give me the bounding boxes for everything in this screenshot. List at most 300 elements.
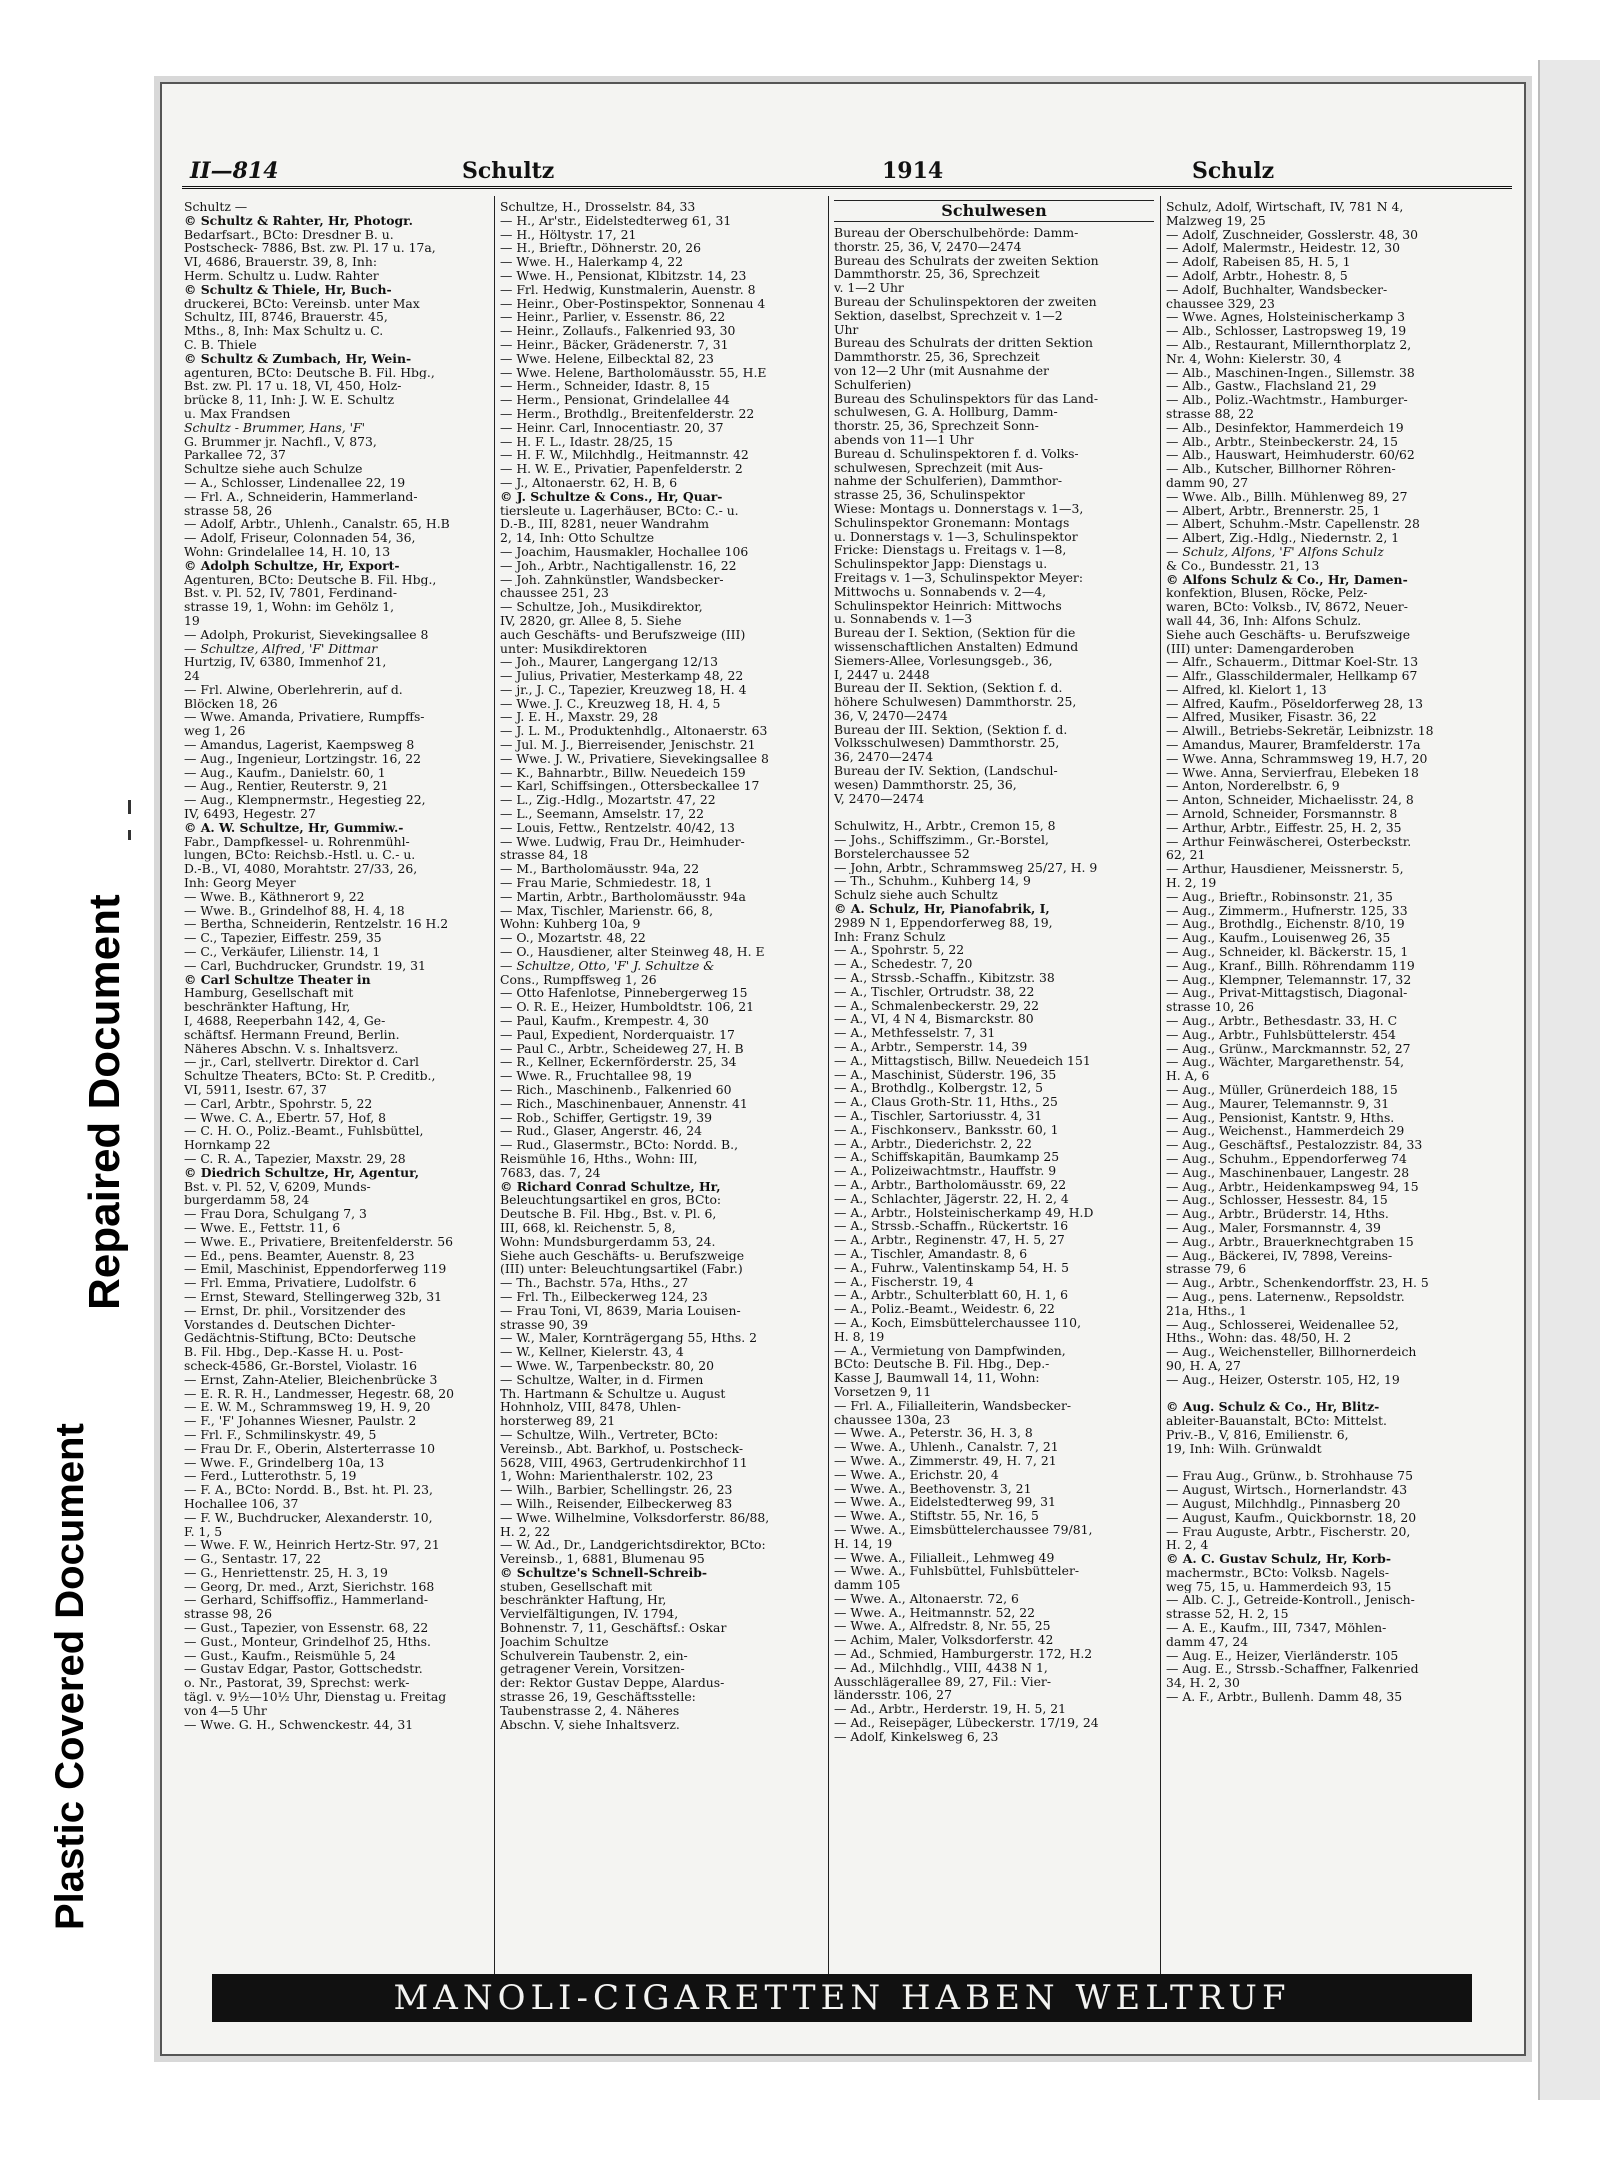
directory-entry-line: — Wwe. C. A., Ebertr. 57, Hof, 8: [184, 1110, 387, 1125]
directory-entry-line: Postscheck- 7886, Bst. zw. Pl. 17 u. 17a,: [184, 241, 436, 256]
directory-entry-line: konfektion, Blusen, Röcke, Pelz-: [1166, 586, 1368, 601]
directory-entry-line: schäftsf. Hermann Freund, Berlin.: [184, 1027, 400, 1042]
directory-entry-line: — Carl, Arbtr., Spohrstr. 5, 22: [184, 1096, 373, 1111]
directory-entry-line: — Julius, Privatier, Mesterkamp 48, 22: [500, 669, 744, 683]
directory-entry-line: Parkallee 72, 37: [184, 448, 286, 463]
directory-entry-line: — Wwe. Agnes, Holsteinischerkamp 3: [1166, 310, 1406, 325]
directory-entry-line: Schultz —: [184, 200, 248, 214]
directory-entry-line: — A., Poliz.-Beamt., Weidestr. 6, 22: [834, 1302, 1055, 1316]
directory-entry-line: — Wwe. A., Eidelstedterweg 99, 31: [834, 1495, 1056, 1510]
directory-entry-line: — A., Strssb.-Schaffn., Rückertstr. 16: [834, 1219, 1069, 1234]
directory-entry-line: Vorsetzen 9, 11: [834, 1384, 932, 1399]
directory-entry-line: — A., VI, 4 N 4, Bismarckstr. 80: [834, 1012, 1034, 1027]
directory-entry-line: — Aug., Zimmerm., Hufnerstr. 125, 33: [1166, 903, 1408, 918]
directory-entry-line: Herm. Schultz u. Ludw. Rahter: [184, 268, 379, 283]
directory-entry-line: unter: Musikdirektoren: [500, 641, 648, 656]
directory-entry-line: — Frau Dora, Schulgang 7, 3: [184, 1207, 367, 1221]
directory-entry-line: — Wwe. F. W., Heinrich Hertz-Str. 97, 21: [184, 1538, 440, 1553]
directory-entry-line: der: Rektor Gustav Deppe, Alardus-: [500, 1676, 725, 1691]
directory-entry-line: — Ernst, Zahn-Atelier, Bleichenbrücke 3: [184, 1372, 438, 1387]
directory-entry-line: — W., Kellner, Kielerstr. 43, 4: [500, 1345, 684, 1359]
directory-entry-line: — A. E., Kaufm., III, 7347, Möhlen-: [1166, 1621, 1387, 1635]
directory-entry-line: wall 44, 36, Inh: Alfons Schulz.: [1166, 613, 1362, 628]
directory-entry-line: — Aug., Arbtr., Brüderstr. 14, Hths.: [1166, 1207, 1389, 1221]
directory-entry-line: — Aug., Kaufm., Danielstr. 60, 1: [184, 765, 386, 780]
directory-entry-line: F. 1, 5: [184, 1524, 223, 1539]
directory-entry-line: — Aug., Schlosserei, Weidenallee 52,: [1166, 1317, 1399, 1332]
directory-entry-line: — Wwe. A., Altonaerstr. 72, 6: [834, 1591, 1019, 1606]
binding-edge: [1538, 60, 1600, 2100]
directory-entry-line: — A., Polizeiwachtmstr., Hauffstr. 9: [834, 1164, 1057, 1178]
directory-entry-line: © Alfons Schulz & Co., Hr, Damen-: [1166, 572, 1408, 587]
directory-entry-line: — A., Arbtr., Holsteinischerkamp 49, H.D: [834, 1205, 1094, 1220]
directory-entry-line: 2, 14, Inh: Otto Schultze: [500, 531, 655, 545]
directory-entry-line: — Th., Schuhm., Kuhberg 14, 9: [834, 874, 1031, 889]
directory-entry-line: — Frau Marie, Schmiedestr. 18, 1: [500, 876, 713, 890]
directory-entry-line: Schulferien): [834, 377, 912, 392]
directory-entry-line: — Frau Dr. F., Oberin, Alsterterrasse 10: [184, 1441, 435, 1456]
directory-entry-line: — Rob., Schiffer, Gertigstr. 19, 39: [500, 1110, 713, 1125]
directory-entry-line: — Aug., Arbtr., Bethesdastr. 33, H. C: [1166, 1014, 1398, 1028]
directory-entry-line: Hohnholz, VIII, 8478, Uhlen-: [500, 1400, 681, 1415]
directory-entry-line: — Aug., Schlosser, Hessestr. 84, 15: [1166, 1193, 1388, 1208]
directory-entry-line: — Aug., Maurer, Telemannstr. 9, 31: [1166, 1096, 1390, 1111]
directory-entry-line: — jr., J. C., Tapezier, Kreuzweg 18, H. 4: [500, 682, 747, 697]
directory-entry-line: — A., Arbtr., Reginenstr. 47, H. 5, 27: [834, 1233, 1065, 1247]
column-4: [1166, 200, 1511, 1970]
directory-entry-line: — Frau Aug., Grünw., b. Strohhause 75: [1166, 1469, 1413, 1484]
directory-entry-line: — L., Seemann, Amselstr. 17, 22: [500, 807, 705, 821]
directory-entry-line: thorstr. 25, 36, V, 2470—2474: [834, 239, 1022, 254]
directory-entry-line: — A., Schiffskapitän, Baumkamp 25: [834, 1150, 1060, 1165]
directory-entry-line: — Schultze, Alfred, 'F' Dittmar: [184, 641, 378, 656]
directory-entry-line: Siemers-Allee, Vorlesungsgeb., 36,: [834, 653, 1053, 668]
directory-entry-line: — Aug., Brothdlg., Eichenstr. 8/10, 19: [1166, 917, 1405, 932]
directory-entry-line: [1166, 1456, 1511, 1470]
directory-entry-line: — A., Schlosser, Lindenallee 22, 19: [184, 475, 406, 490]
directory-entry-line: D.-B., III, 8281, neuer Wandrahm: [500, 517, 709, 532]
directory-entry-line: — Frau Toni, VI, 8639, Maria Louisen-: [500, 1303, 741, 1318]
directory-entry-line: Bst. v. Pl. 52, V, 6209, Munds-: [184, 1179, 371, 1194]
directory-entry-line: — Wwe. J. W., Privatiere, Sievekingsallee 8: [500, 751, 769, 766]
directory-entry-line: — Alb., Gastw., Flachsland 21, 29: [1166, 379, 1377, 394]
directory-entry-line: — Aug., Kaufm., Louisenweg 26, 35: [1166, 931, 1391, 946]
directory-entry-line: auch Geschäfts- und Berufszweige (III): [500, 627, 746, 642]
page-number: II—814: [190, 158, 279, 184]
directory-entry-line: — Arthur, Hausdiener, Meissnerstr. 5,: [1166, 862, 1404, 877]
directory-entry-line: — Aug., Schneider, kl. Bäckerstr. 15, 1: [1166, 945, 1409, 959]
column-divider: [494, 196, 495, 1976]
directory-entry-line: — Heinr., Bäcker, Grädenerstr. 7, 31: [500, 337, 729, 352]
directory-entry-line: Schulinspektor Gronemann: Montags: [834, 515, 1070, 530]
directory-entry-line: nahme der Schulferien), Dammthor-: [834, 474, 1063, 489]
directory-entry-line: 36, V, 2470—2474: [834, 708, 948, 723]
advertisement-banner: MANOLI-CIGARETTEN HABEN WELTRUF: [212, 1974, 1472, 2022]
directory-entry-line: H. 2, 19: [1166, 876, 1217, 890]
directory-entry-line: — A., Arbtr., Bartholomäusstr. 69, 22: [834, 1177, 1067, 1192]
directory-entry-line: — Herm., Schneider, Idastr. 8, 15: [500, 379, 710, 394]
directory-entry-line: höhere Schulwesen) Dammthorstr. 25,: [834, 695, 1077, 709]
column-divider: [1160, 196, 1161, 1976]
column-3: [834, 200, 1154, 1970]
directory-entry-line: — jr., Carl, stellvertr. Direktor d. Carl: [184, 1055, 419, 1070]
directory-entry-line: v. 1—2 Uhr: [834, 281, 904, 295]
directory-entry-line: — H. F. L., Idastr. 28/25, 15: [500, 434, 673, 449]
column-1: [184, 200, 489, 1970]
directory-entry-line: — A., Brothdlg., Kolbergstr. 12, 5: [834, 1081, 1043, 1096]
directory-entry-line: — Aug., Klempnermstr., Hegestieg 22,: [184, 793, 426, 808]
directory-entry-line: Beleuchtungsartikel en gros, BCto:: [500, 1193, 722, 1208]
directory-entry-line: — F. A., BCto: Nordd. B., Bst. ht. Pl. 23,: [184, 1483, 433, 1497]
directory-entry-line: — Aug., Pensionist, Kantstr. 9, Hths.: [1166, 1110, 1395, 1125]
directory-entry-line: — Frl. A., Schneiderin, Hammerland-: [184, 489, 418, 504]
directory-entry-line: — Wwe. A., Erichstr. 20, 4: [834, 1467, 999, 1482]
directory-entry-line: Bureau der IV. Sektion, (Landschul-: [834, 764, 1058, 778]
directory-entry-line: — Bertha, Schneiderin, Rentzelstr. 16 H.2: [184, 917, 449, 932]
directory-entry-line: — Achim, Maler, Volksdorferstr. 42: [834, 1633, 1054, 1648]
directory-entry-line: machermstr., BCto: Volksb. Nagels-: [1166, 1565, 1390, 1580]
directory-entry-line: — W., Maler, Kornträgergang 55, Hths. 2: [500, 1331, 757, 1346]
directory-entry-line: — Jul. M. J., Bierreisender, Jenischstr. 21: [500, 738, 756, 752]
directory-entry-line: — Aug., Bäckerei, IV, 7898, Vereins-: [1166, 1248, 1393, 1263]
directory-entry-line: © Aug. Schulz & Co., Hr, Blitz-: [1166, 1400, 1380, 1415]
header-right-name: Schulz: [1192, 158, 1275, 184]
directory-entry-line: — Wwe. A., Eimsbüttelerchaussee 79/81,: [834, 1522, 1093, 1537]
directory-entry-line: — Aug., pens. Laternenw., Repsoldstr.: [1166, 1289, 1405, 1304]
directory-entry-line: Schulinspektor Japp: Dienstags u.: [834, 557, 1048, 571]
directory-entry-line: — Louis, Fettw., Rentzelstr. 40/42, 13: [500, 820, 735, 835]
directory-entry-line: C. B. Thiele: [184, 337, 257, 352]
directory-entry-line: — Alb. C. J., Getreide-Kontroll., Jenisch-: [1166, 1593, 1415, 1608]
directory-entry-line: Kasse J, Baumwall 14, 11, Wohn:: [834, 1371, 1040, 1385]
directory-entry-line: — A., Schlachter, Jägerstr. 22, H. 2, 4: [834, 1191, 1069, 1206]
directory-entry-line: IV, 2820, gr. Allee 8, 5. Siehe: [500, 613, 682, 628]
directory-entry-line: beschränkter Haftung, Hr,: [184, 1000, 351, 1015]
directory-entry-line: © Carl Schultze Theater in: [184, 972, 371, 987]
directory-entry-line: — Rud., Glasermstr., BCto: Nordd. B.,: [500, 1138, 739, 1152]
directory-entry-line: (III) unter: Beleuchtungsartikel (Fabr.): [500, 1262, 743, 1277]
directory-entry-line: H. A, 6: [1166, 1069, 1210, 1083]
directory-entry-line: 2989 N 1, Eppendorferweg 88, 19,: [834, 915, 1053, 930]
directory-entry-line: — Gustav Edgar, Pastor, Gottschedstr.: [184, 1662, 423, 1677]
directory-page: [160, 82, 1526, 2056]
directory-entry-line: — Joh., Maurer, Langergang 12/13: [500, 655, 718, 670]
directory-entry-line: VI, 4686, Brauerstr. 39, 8, Inh:: [184, 255, 377, 269]
directory-entry-line: — Adolf, Arbtr., Hohestr. 8, 5: [1166, 268, 1348, 283]
directory-entry-line: — Max, Tischler, Marienstr. 66, 8,: [500, 903, 714, 918]
directory-entry-line: — Frl. Th., Eilbeckerweg 124, 23: [500, 1289, 708, 1304]
directory-entry-line: — Wwe. B., Käthnerort 9, 22: [184, 889, 365, 904]
directory-entry-line: — Paul, Kaufm., Krempestr. 4, 30: [500, 1014, 709, 1028]
margin-mark: [128, 830, 131, 840]
directory-entry-line: Fricke: Dienstags u. Freitags v. 1—8,: [834, 543, 1067, 558]
directory-entry-line: — Albert, Arbtr., Brennerstr. 25, 1: [1166, 503, 1381, 518]
directory-entry-line: o. Nr., Pastorat, 39, Sprechst: werk-: [184, 1676, 410, 1691]
directory-entry-line: — Wwe. Wilhelmine, Volksdorferstr. 86/88,: [500, 1510, 770, 1525]
directory-entry-line: Bohnenstr. 7, 11, Geschäftsf.: Oskar: [500, 1621, 727, 1635]
directory-entry-line: — Wwe. H., Halerkamp 4, 22: [500, 255, 683, 269]
directory-entry-line: — A., Mittagstisch, Billw. Neuedeich 151: [834, 1053, 1091, 1068]
directory-entry-line: Wohn: Mundsburgerdamm 53, 24.: [500, 1234, 716, 1249]
directory-entry-line: — Aug. E., Heizer, Vierländerstr. 105: [1166, 1648, 1399, 1663]
directory-entry-line: © Schultz & Thiele, Hr, Buch-: [184, 282, 392, 297]
directory-entry-line: — Herm., Pensionat, Grindelallee 44: [500, 393, 730, 407]
directory-entry-line: — A., Strssb.-Schaffn., Kibitzstr. 38: [834, 971, 1055, 985]
directory-entry-line: Hths., Wohn: das. 48/50, H. 2: [1166, 1331, 1352, 1346]
directory-entry-line: Bureau des Schulrats der zweiten Sektion: [834, 253, 1099, 268]
directory-entry-line: — Paul C., Arbtr., Scheideweg 27, H. B: [500, 1041, 744, 1056]
directory-entry-line: u. Donnerstags v. 1—3, Schulinspektor: [834, 529, 1078, 544]
directory-entry-line: — A., Tischler, Amandastr. 8, 6: [834, 1246, 1028, 1261]
directory-entry-line: — Amandus, Maurer, Bramfelderstr. 17a: [1166, 738, 1421, 752]
directory-entry-line: weg 1, 26: [184, 724, 246, 739]
directory-entry-line: — H., Ar'str., Eidelstedterweg 61, 31: [500, 213, 732, 228]
directory-entry-line: — Wwe. A., Alfredstr. 8, Nr. 55, 25: [834, 1619, 1051, 1634]
section-title: Schulwesen: [834, 200, 1154, 222]
directory-entry-line: Schulverein Taubenstr. 2, ein-: [500, 1648, 688, 1663]
directory-entry-line: — A., Tischler, Ortrudstr. 38, 22: [834, 984, 1035, 999]
directory-entry-line: — H. F. W., Milchhdlg., Heitmannstr. 42: [500, 448, 749, 463]
directory-entry-line: — Joh. Zahnkünstler, Wandsbecker-: [500, 572, 724, 587]
directory-entry-line: — Rich., Maschinenb., Falkenried 60: [500, 1083, 732, 1097]
directory-entry-line: — Alfr., Schauerm., Dittmar Koel-Str. 13: [1166, 655, 1419, 670]
directory-entry-line: — Rich., Maschinenbauer, Annenstr. 41: [500, 1096, 748, 1111]
directory-entry-line: Bst. v. Pl. 52, IV, 7801, Ferdinand-: [184, 586, 398, 601]
directory-entry-line: tägl. v. 9½—10½ Uhr, Dienstag u. Freitag: [184, 1690, 447, 1704]
directory-entry-line: © A. C. Gustav Schulz, Hr, Korb-: [1166, 1552, 1391, 1566]
directory-entry-line: Siehe auch Geschäfts- u. Berufszweige: [500, 1248, 745, 1263]
directory-entry-line: — F. W., Buchdrucker, Alexanderstr. 10,: [184, 1510, 433, 1525]
directory-entry-line: Hochallee 106, 37: [184, 1496, 299, 1511]
directory-entry-line: — Alb., Maschinen-Ingen., Sillemstr. 38: [1166, 365, 1415, 380]
directory-entry-line: — J., Altonaerstr. 62, H. B, 6: [500, 475, 678, 490]
directory-entry-line: Reismühle 16, Hths., Wohn: III,: [500, 1151, 698, 1166]
directory-entry-line: waren, BCto: Volksb., IV, 8672, Neuer-: [1166, 600, 1408, 614]
directory-entry-line: Wohn: Kuhberg 10a, 9: [500, 917, 641, 932]
directory-entry-line: — Heinr. Carl, Innocentiastr. 20, 37: [500, 420, 724, 435]
plastic-covered-label: Plastic Covered Document: [48, 1423, 92, 1930]
directory-entry-line: Schultz, III, 8746, Brauerstr. 45,: [184, 310, 388, 325]
directory-entry-line: — Wwe. R., Fruchtallee 98, 19: [500, 1069, 692, 1083]
directory-entry-line: strasse 88, 22: [1166, 406, 1255, 421]
directory-entry-line: — Karl, Schiffsingen., Ottersbeckallee 17: [500, 779, 760, 794]
directory-entry-line: — A., Fischerstr. 19, 4: [834, 1274, 974, 1289]
directory-entry-line: — Adolf, Buchhalter, Wandsbecker-: [1166, 282, 1388, 297]
directory-entry-line: — A., Spohrstr. 5, 22: [834, 943, 965, 958]
directory-entry-line: Priv.-B., V, 816, Emilienstr. 6,: [1166, 1427, 1349, 1442]
directory-entry-line: — Wilh., Barbier, Schellingstr. 26, 23: [500, 1483, 733, 1497]
directory-entry-line: Sektion, daselbst, Sprechzeit v. 1—2: [834, 308, 1063, 323]
directory-entry-line: — Aug., Kranf., Billh. Röhrendamm 119: [1166, 958, 1415, 973]
directory-entry-line: — A., Schedestr. 7, 20: [834, 957, 973, 972]
directory-entry-line: — Aug., Privat-Mittagstisch, Diagonal-: [1166, 986, 1408, 1001]
directory-entry-line: 90, H. A, 27: [1166, 1358, 1241, 1373]
directory-entry-line: horsterweg 89, 21: [500, 1414, 616, 1428]
page-header: [182, 156, 1512, 189]
directory-entry-line: Ausschlägerallee 89, 27, Fil.: Vier-: [834, 1674, 1052, 1689]
directory-entry-line: B. Fil. Hbg., Dep.-Kasse H. u. Post-: [184, 1345, 404, 1359]
directory-entry-line: — Alfred, Kaufm., Pöseldorferweg 28, 13: [1166, 696, 1423, 711]
margin-mark: [128, 800, 131, 814]
directory-entry-line: — O., Mozartstr. 48, 22: [500, 931, 646, 946]
directory-entry-line: abends von 11—1 Uhr: [834, 432, 974, 447]
directory-entry-line: — Gerhard, Schiffsoffiz., Hammerland-: [184, 1593, 429, 1608]
directory-entry-line: Dammthorstr. 25, 36, Sprechzeit: [834, 350, 1040, 364]
directory-entry-line: — L., Zig.-Hdlg., Mozartstr. 47, 22: [500, 793, 716, 808]
directory-entry-line: — Aug., Arbtr., Fuhlsbüttelerstr. 454: [1166, 1027, 1396, 1042]
directory-entry-line: V, 2470—2474: [834, 791, 925, 806]
directory-entry-line: — A., Claus Groth-Str. 11, Hths., 25: [834, 1095, 1058, 1109]
directory-entry-line: — A., Fuhrw., Valentinskamp 54, H. 5: [834, 1260, 1070, 1275]
directory-entry-line: — Wwe. H., Pensionat, Klbitzstr. 14, 23: [500, 268, 747, 283]
directory-entry-line: — Wwe. B., Grindelhof 88, H. 4, 18: [184, 903, 405, 918]
directory-entry-line: — E. R. R. H., Landmesser, Hegestr. 68, 20: [184, 1386, 454, 1401]
directory-entry-line: strasse 84, 18: [500, 848, 589, 863]
directory-entry-line: — Arthur, Arbtr., Eiffestr. 25, H. 2, 35: [1166, 820, 1402, 835]
directory-entry-line: 19: [184, 613, 200, 628]
directory-entry-line: — C. R. A., Tapezier, Maxstr. 29, 28: [184, 1151, 406, 1166]
directory-entry-line: strasse 79, 6: [1166, 1262, 1247, 1277]
directory-entry-line: Abschn. V, siehe Inhaltsverz.: [500, 1717, 680, 1732]
directory-entry-line: — Gust., Kaufm., Reismühle 5, 24: [184, 1648, 396, 1663]
directory-entry-line: — Adolph, Prokurist, Sievekingsallee 8: [184, 627, 429, 642]
directory-entry-line: & Co., Bundesstr. 21, 13: [1166, 558, 1320, 573]
directory-entry-line: Cons., Rumpffsweg 1, 26: [500, 972, 657, 987]
directory-entry-line: Siehe auch Geschäfts- u. Berufszweige: [1166, 627, 1411, 642]
directory-entry-line: — A., Arbtr., Semperstr. 14, 39: [834, 1040, 1028, 1054]
directory-entry-line: Deutsche B. Fil. Hbg., Bst. v. Pl. 6,: [500, 1207, 717, 1221]
directory-entry-line: chaussee 329, 23: [1166, 296, 1275, 311]
directory-entry-line: druckerei, BCto: Vereinsb. unter Max: [184, 296, 420, 311]
directory-entry-line: — J. E. H., Maxstr. 29, 28: [500, 710, 659, 725]
directory-entry-line: — Paul, Expedient, Norderquaistr. 17: [500, 1027, 735, 1042]
directory-entry-line: — Anton, Schneider, Michaelisstr. 24, 8: [1166, 793, 1414, 808]
directory-entry-line: © Richard Conrad Schultze, Hr,: [500, 1179, 721, 1194]
directory-entry-line: (III) unter: Damengarderoben: [1166, 641, 1355, 656]
directory-entry-line: 5628, VIII, 4963, Gertrudenkirchhof 11: [500, 1455, 748, 1470]
directory-entry-line: Blöcken 18, 26: [184, 696, 278, 711]
directory-entry-line: Schulz, Adolf, Wirtschaft, IV, 781 N 4,: [1166, 200, 1404, 214]
directory-entry-line: — E. W. M., Schrammsweg 19, H. 9, 20: [184, 1400, 431, 1415]
directory-entry-line: — O. R. E., Heizer, Humboldtstr. 106, 21: [500, 1000, 754, 1015]
directory-entry-line: — August, Milchhdlg., Pinnasberg 20: [1166, 1496, 1401, 1511]
directory-entry-line: — Wwe. W., Tarpenbeckstr. 80, 20: [500, 1358, 715, 1373]
directory-entry-line: — Aug., Heizer, Osterstr. 105, H2, 19: [1166, 1372, 1400, 1387]
directory-entry-line: — Johs., Schiffszimm., Gr.-Borstel,: [834, 833, 1049, 847]
directory-entry-line: — G., Sentastr. 17, 22: [184, 1552, 321, 1566]
directory-entry-line: agenturen, BCto: Deutsche B. Fil. Hbg.,: [184, 365, 435, 380]
directory-entry-line: — Aug., Schuhm., Eppendorferweg 74: [1166, 1151, 1407, 1166]
directory-entry-line: — August, Wirtsch., Hornerlandstr. 43: [1166, 1483, 1408, 1497]
directory-entry-line: H. 2, 22: [500, 1524, 551, 1539]
directory-entry-line: Bureau d. Schulinspektoren f. d. Volks-: [834, 446, 1079, 461]
directory-entry-line: — Amandus, Lagerist, Kaempsweg 8: [184, 738, 415, 752]
directory-entry-line: strasse 25, 36, Schulinspektor: [834, 488, 1025, 502]
directory-entry-line: weg 75, 15, u. Hammerdeich 93, 15: [1166, 1579, 1392, 1594]
directory-entry-line: — Wwe. A., Stiftstr. 55, Nr. 16, 5: [834, 1509, 1039, 1523]
directory-entry-line: — Wwe. Amanda, Privatiere, Rumpffs-: [184, 710, 425, 725]
directory-entry-line: — Aug., Wächter, Margarethenstr. 54,: [1166, 1055, 1405, 1070]
directory-entry-line: lungen, BCto: Reichsb.-Hstl. u. C.- u.: [184, 848, 416, 863]
directory-entry-line: — Adolf, Arbtr., Uhlenh., Canalstr. 65, H.B: [184, 517, 450, 532]
directory-entry-line: — Adolf, Malermstr., Heidestr. 12, 30: [1166, 241, 1400, 256]
directory-entry-line: VI, 5911, Isestr. 67, 37: [184, 1083, 327, 1097]
directory-entry-line: — Frl. Hedwig, Kunstmalerin, Auenstr. 8: [500, 282, 756, 297]
directory-entry-line: Bureau der Oberschulbehörde: Damm-: [834, 226, 1079, 240]
directory-entry-line: — Aug., Arbtr., Brauerknechtgraben 15: [1166, 1234, 1414, 1249]
header-year: 1914: [882, 158, 944, 184]
directory-entry-line: u. Sonnabends v. 1—3: [834, 612, 973, 627]
directory-entry-line: 62, 21: [1166, 848, 1206, 863]
directory-entry-line: Th. Hartmann & Schultze u. August: [500, 1386, 726, 1401]
directory-entry-line: — Joh., Arbtr., Nachtigallenstr. 16, 22: [500, 558, 737, 573]
directory-entry-line: — Gust., Monteur, Grindelhof 25, Hths.: [184, 1634, 431, 1649]
directory-entry-line: Malzweg 19, 25: [1166, 213, 1266, 228]
directory-entry-line: © Diedrich Schultze, Hr, Agentur,: [184, 1165, 420, 1180]
directory-entry-line: — Alb., Hauswart, Heimhuderstr. 60/62: [1166, 448, 1415, 463]
directory-entry-line: Wiese: Montags u. Donnerstags v. 1—3,: [834, 501, 1084, 516]
directory-entry-line: — A., Arbtr., Schulterblatt 60, H. 1, 6: [834, 1288, 1068, 1303]
directory-entry-line: H. 2, 4: [1166, 1538, 1209, 1553]
directory-entry-line: schulwesen, Sprechzeit (mit Aus-: [834, 460, 1043, 475]
directory-entry-line: — Alb., Kutscher, Billhorner Röhren-: [1166, 462, 1396, 476]
directory-entry-line: scheck-4586, Gr.-Borstel, Violastr. 16: [184, 1358, 418, 1373]
directory-entry-line: Vereinsb., 1, 6881, Blumenau 95: [500, 1552, 705, 1566]
directory-entry-line: — F., 'F' Johannes Wiesner, Paulstr. 2: [184, 1414, 417, 1428]
directory-entry-line: — Schulz, Alfons, 'F' Alfons Schulz: [1166, 544, 1384, 559]
directory-entry-line: — Aug., Brieftr., Robinsonstr. 21, 35: [1166, 889, 1393, 904]
directory-entry-line: — A., Vermietung von Dampfwinden,: [834, 1343, 1066, 1358]
directory-entry-line: Hurtzig, IV, 6380, Immenhof 21,: [184, 655, 387, 670]
directory-entry-line: — Aug., Weichenst., Hammerdeich 29: [1166, 1124, 1405, 1139]
directory-entry-line: Vereinsb., Abt. Barkhof, u. Postscheck-: [500, 1441, 744, 1456]
directory-entry-line: Dammthorstr. 25, 36, Sprechzeit: [834, 267, 1040, 282]
directory-entry-line: © Schultz & Zumbach, Hr, Wein-: [184, 351, 412, 366]
directory-entry-line: brücke 8, 11, Inh: J. W. E. Schultz: [184, 393, 395, 407]
directory-entry-line: — Schultze, Walter, in d. Firmen: [500, 1372, 704, 1387]
directory-entry-line: — Wwe. F., Grindelberg 10a, 13: [184, 1455, 385, 1470]
directory-entry-line: — Ferd., Lutterothstr. 5, 19: [184, 1469, 357, 1484]
repaired-document-label: Repaired Document: [80, 894, 129, 1310]
directory-entry-line: — Georg, Dr. med., Arzt, Sierichstr. 168: [184, 1579, 435, 1594]
directory-entry-line: — Frl. F., Schmilinskystr. 49, 5: [184, 1427, 377, 1442]
directory-entry-line: Wohn: Grindelallee 14, H. 10, 13: [184, 544, 391, 559]
directory-entry-line: Bedarfsart., BCto: Dresdner B. u.: [184, 227, 394, 242]
column-divider: [828, 196, 829, 1976]
directory-entry-line: — Alwill., Betriebs-Sekretär, Leibnizstr. 18: [1166, 724, 1434, 739]
directory-entry-line: tiersleute u. Lagerhäuser, BCto: C.- u.: [500, 503, 739, 518]
directory-entry-line: — Ed., pens. Beamter, Auenstr. 8, 23: [184, 1248, 415, 1263]
directory-entry-line: — August, Kaufm., Quickbornstr. 18, 20: [1166, 1510, 1417, 1525]
directory-entry-line: — John, Arbtr., Schrammsweg 25/27, H. 9: [834, 860, 1098, 875]
directory-entry-line: 24: [184, 669, 200, 683]
directory-entry-line: getragener Verein, Vorsitzen-: [500, 1662, 685, 1677]
directory-entry-line: Schulwitz, H., Arbtr., Cremon 15, 8: [834, 819, 1056, 834]
directory-entry-line: strasse 26, 19, Geschäftsstelle:: [500, 1690, 696, 1704]
directory-entry-line: — Heinr., Parlier, v. Essenstr. 86, 22: [500, 310, 726, 325]
directory-entry-line: Nr. 4, Wohn: Kielerstr. 30, 4: [1166, 351, 1342, 366]
directory-entry-line: — Alb., Restaurant, Millernthorplatz 2,: [1166, 337, 1412, 352]
directory-entry-line: Schultze siehe auch Schulze: [184, 462, 363, 476]
directory-entry-line: — Adolf, Friseur, Colonnaden 54, 36,: [184, 531, 416, 545]
header-left-name: Schultz: [462, 158, 555, 184]
directory-entry-line: damm 105: [834, 1578, 901, 1592]
directory-entry-line: — Wwe. A., Heitmannstr. 52, 22: [834, 1605, 1036, 1620]
directory-entry-line: Schulz siehe auch Schultz: [834, 888, 998, 903]
directory-entry-line: wesen) Dammthorstr. 25, 36,: [834, 777, 1017, 792]
directory-entry-line: wissenschaftlichen Anstalten) Edmund: [834, 639, 1079, 654]
directory-entry-line: Agenturen, BCto: Deutsche B. Fil. Hbg.,: [184, 572, 437, 587]
